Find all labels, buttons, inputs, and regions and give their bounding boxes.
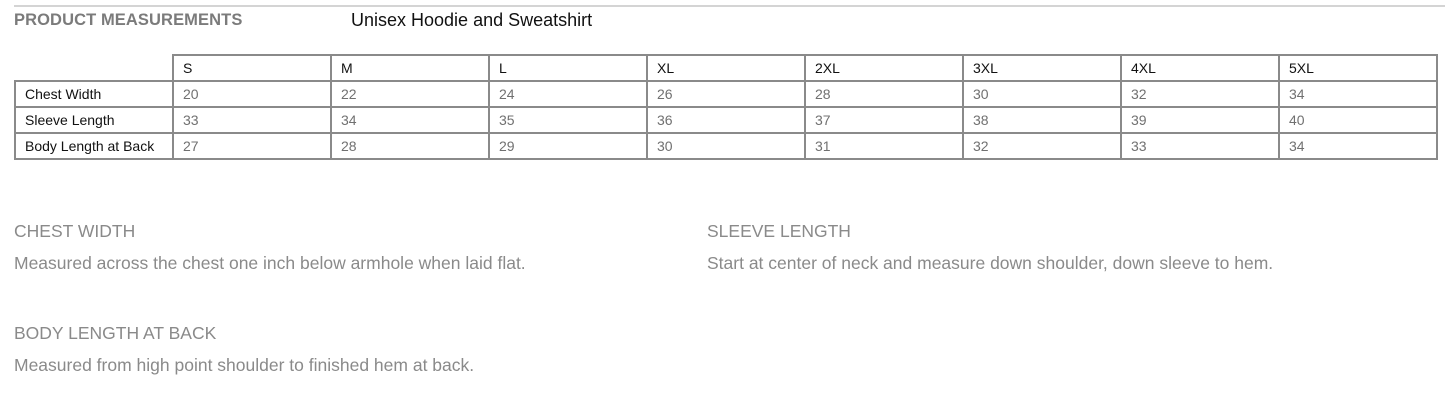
table-cell: 34 [331, 107, 489, 133]
body-length-heading: BODY LENGTH AT BACK [14, 323, 217, 343]
row-label: Sleeve Length [15, 107, 173, 133]
size-header-3xl: 3XL [963, 55, 1121, 81]
table-cell: 37 [805, 107, 963, 133]
chest-width-heading: CHEST WIDTH [14, 221, 136, 241]
size-header-5xl: 5XL [1279, 55, 1437, 81]
table-cell: 30 [963, 81, 1121, 107]
table-row [15, 133, 1437, 159]
table-cell: 32 [1121, 81, 1279, 107]
size-header-row [15, 55, 1437, 81]
table-cell: 20 [173, 81, 331, 107]
table-cell: 28 [331, 133, 489, 159]
table-cell: 33 [1121, 133, 1279, 159]
table-cell: 40 [1279, 107, 1437, 133]
table-cell: 36 [647, 107, 805, 133]
size-header-s: S [173, 55, 331, 81]
table-cell: 26 [647, 81, 805, 107]
table-cell: 35 [489, 107, 647, 133]
table-cell: 22 [331, 81, 489, 107]
size-header-m: M [331, 55, 489, 81]
table-cell: 27 [173, 133, 331, 159]
size-header-2xl: 2XL [805, 55, 963, 81]
table-cell: 39 [1121, 107, 1279, 133]
table-cell: 30 [647, 133, 805, 159]
table-cell: 29 [489, 133, 647, 159]
sleeve-length-description: Start at center of neck and measure down shoulder, down sleeve to hem. [707, 253, 1274, 273]
row-label: Body Length at Back [15, 133, 173, 159]
sleeve-length-heading: SLEEVE LENGTH [707, 221, 851, 241]
top-divider [14, 5, 1445, 7]
table-cell: 24 [489, 81, 647, 107]
table-cell: 31 [805, 133, 963, 159]
section-title: PRODUCT MEASUREMENTS [14, 11, 243, 29]
size-chart-table [14, 54, 1438, 160]
table-row [15, 81, 1437, 107]
table-cell: 34 [1279, 81, 1437, 107]
size-header-l: L [489, 55, 647, 81]
table-cell: 33 [173, 107, 331, 133]
size-header-4xl: 4XL [1121, 55, 1279, 81]
table-cell: 28 [805, 81, 963, 107]
size-header-xl: XL [647, 55, 805, 81]
row-label: Chest Width [15, 81, 173, 107]
corner-cell [15, 55, 173, 81]
table-cell: 34 [1279, 133, 1437, 159]
product-name: Unisex Hoodie and Sweatshirt [351, 10, 593, 30]
table-row [15, 107, 1437, 133]
body-length-description: Measured from high point shoulder to finished hem at back. [14, 355, 475, 375]
chest-width-description: Measured across the chest one inch below armhole when laid flat. [14, 253, 526, 273]
table-cell: 38 [963, 107, 1121, 133]
table-cell: 32 [963, 133, 1121, 159]
